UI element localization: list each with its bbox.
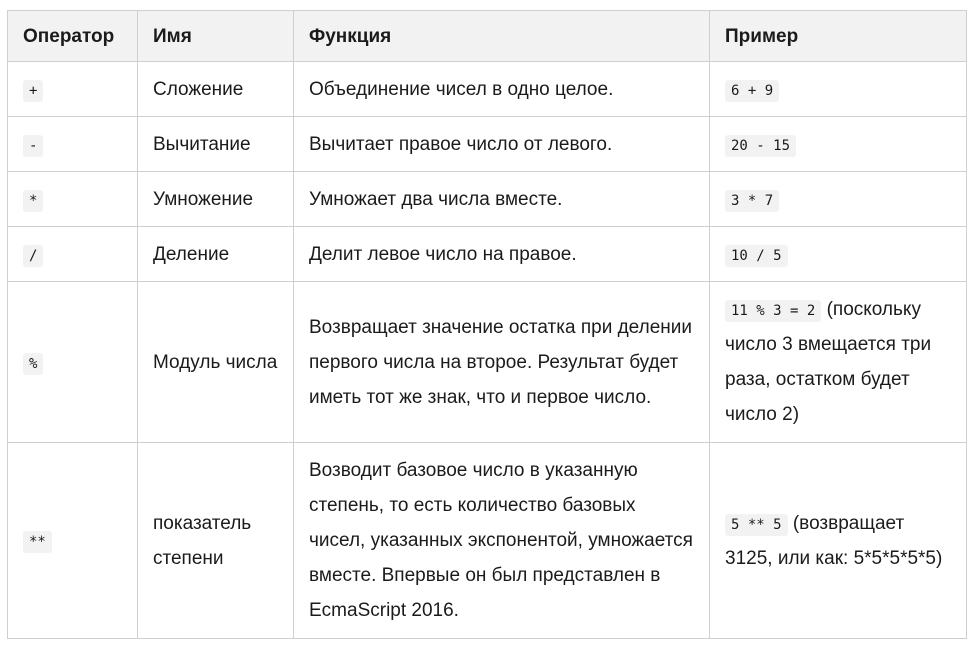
function-cell: Возвращает значение остатка при делении первого числа на второе. Результат будет иметь тот же знак, что и первое число. bbox=[294, 282, 710, 443]
example-cell bbox=[710, 282, 967, 443]
example-cell bbox=[710, 443, 967, 639]
operator-code: - bbox=[23, 135, 43, 157]
example-code: 10 / 5 bbox=[725, 245, 788, 267]
name-cell: Деление bbox=[138, 227, 294, 282]
function-cell: Делит левое число на правое. bbox=[294, 227, 710, 282]
operator-cell bbox=[8, 172, 138, 227]
function-cell: Возводит базовое число в указанную степень, то есть количество базовых чисел, указанных экспонентой, умножается вместе. Впервые он был представлен в EcmaScript 2016. bbox=[294, 443, 710, 639]
operator-code: / bbox=[23, 245, 43, 267]
operator-code: ** bbox=[23, 531, 52, 553]
table-row bbox=[8, 117, 967, 172]
example-code: 20 - 15 bbox=[725, 135, 796, 157]
function-cell: Вычитает правое число от левого. bbox=[294, 117, 710, 172]
example-text: (поскольку число 3 вмещается три раза, остатком будет число 2) bbox=[725, 299, 932, 425]
operator-code: * bbox=[23, 190, 43, 212]
header-function: Функция bbox=[294, 11, 710, 62]
example-code: 11 % 3 = 2 bbox=[725, 300, 821, 322]
example-code: 3 * 7 bbox=[725, 190, 779, 212]
operator-cell bbox=[8, 227, 138, 282]
table-row bbox=[8, 62, 967, 117]
header-name: Имя bbox=[138, 11, 294, 62]
example-cell bbox=[710, 227, 967, 282]
operator-cell bbox=[8, 117, 138, 172]
table-row bbox=[8, 227, 967, 282]
name-cell: Умножение bbox=[138, 172, 294, 227]
example-cell bbox=[710, 172, 967, 227]
table-row bbox=[8, 443, 967, 639]
table-row bbox=[8, 282, 967, 443]
table-header-row bbox=[8, 11, 967, 62]
example-text: (возвращает 3125, или как: 5*5*5*5*5) bbox=[725, 512, 943, 569]
operator-code: + bbox=[23, 80, 43, 102]
name-cell: Вычитание bbox=[138, 117, 294, 172]
example-cell bbox=[710, 117, 967, 172]
name-cell: показатель степени bbox=[138, 443, 294, 639]
table-row bbox=[8, 172, 967, 227]
header-operator: Оператор bbox=[8, 11, 138, 62]
operator-cell bbox=[8, 443, 138, 639]
name-cell: Сложение bbox=[138, 62, 294, 117]
example-code: 6 + 9 bbox=[725, 80, 779, 102]
operators-table bbox=[7, 10, 967, 639]
header-example: Пример bbox=[710, 11, 967, 62]
function-cell: Умножает два числа вместе. bbox=[294, 172, 710, 227]
operator-cell bbox=[8, 62, 138, 117]
example-cell bbox=[710, 62, 967, 117]
name-cell: Модуль числа bbox=[138, 282, 294, 443]
operator-code: % bbox=[23, 353, 43, 375]
example-code: 5 ** 5 bbox=[725, 514, 788, 536]
function-cell: Объединение чисел в одно целое. bbox=[294, 62, 710, 117]
operator-cell bbox=[8, 282, 138, 443]
